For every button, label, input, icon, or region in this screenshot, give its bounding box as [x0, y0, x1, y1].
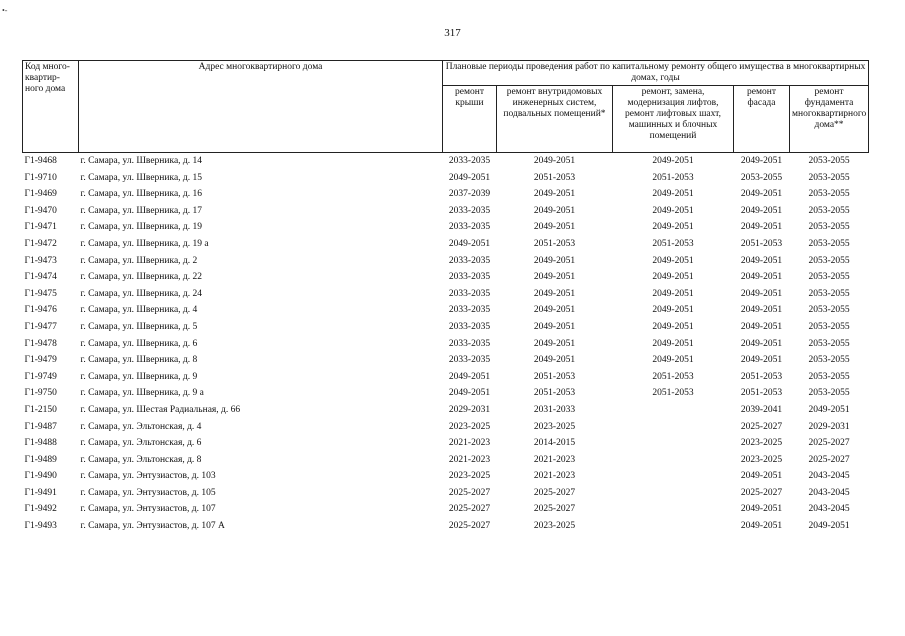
cell-elevators: 2049-2051 — [652, 288, 694, 299]
table-row — [23, 518, 869, 535]
cell-elevators: 2049-2051 — [652, 338, 694, 349]
corner-mark: •- — [2, 6, 8, 15]
cell-internal-systems: 2049-2051 — [533, 288, 576, 299]
cell-roof: 2033-2035 — [448, 272, 491, 283]
cell-foundation: 2053-2055 — [808, 388, 850, 399]
cell-elevators: 2049-2051 — [652, 355, 694, 366]
cell-code: Г1-9471 — [24, 222, 57, 233]
cell-internal-systems: 2025-2027 — [533, 487, 576, 498]
cell-internal-systems: 2049-2051 — [533, 205, 576, 216]
cell-address: г. Самара, ул. Шверника, д. 22 — [80, 272, 203, 283]
cell-facade: 2049-2051 — [740, 222, 783, 233]
cell-code: Г1-9473 — [24, 255, 57, 266]
cell-code: Г1-9490 — [24, 471, 57, 482]
cell-facade: 2049-2051 — [740, 205, 783, 216]
cell-internal-systems: 2023-2025 — [533, 421, 576, 432]
cell-internal-systems: 2051-2053 — [533, 371, 576, 382]
cell-address: г. Самара, ул. Энтузиастов, д. 103 — [80, 471, 216, 482]
cell-internal-systems: 2023-2025 — [533, 521, 576, 532]
cell-internal-systems: 2049-2051 — [533, 321, 576, 332]
cell-address: г. Самара, ул. Шверника, д. 4 — [80, 305, 198, 316]
header-internal-systems: ремонт внутридомовых инженерных систем, подвальных помещений* — [497, 86, 613, 153]
header-elevators: ремонт, замена, модернизация лифтов, ремонт лифтовых шахт, машинных и блочных помещений — [613, 86, 734, 153]
cell-roof: 2037-2039 — [448, 189, 491, 200]
cell-address: г. Самара, ул. Шверника, д. 2 — [80, 255, 198, 266]
cell-facade: 2049-2051 — [740, 189, 783, 200]
cell-facade: 2039-2041 — [740, 404, 783, 415]
cell-elevators: 2051-2053 — [652, 371, 694, 382]
cell-roof: 2033-2035 — [448, 156, 491, 166]
table-row — [23, 236, 869, 253]
cell-code: Г1-9487 — [24, 421, 57, 432]
cell-roof: 2033-2035 — [448, 222, 491, 233]
cell-code: Г1-9478 — [24, 338, 57, 349]
cell-address: г. Самара, ул. Шверника, д. 15 — [80, 172, 203, 183]
cell-foundation: 2029-2031 — [808, 421, 850, 432]
cell-foundation: 2053-2055 — [808, 355, 850, 366]
cell-facade: 2049-2051 — [740, 471, 783, 482]
cell-elevators — [613, 402, 734, 419]
table-row — [23, 170, 869, 187]
cell-elevators — [613, 452, 734, 469]
cell-elevators: 2049-2051 — [652, 255, 694, 266]
cell-foundation: 2053-2055 — [808, 255, 850, 266]
cell-roof: 2049-2051 — [448, 172, 491, 183]
cell-elevators: 2049-2051 — [652, 272, 694, 283]
cell-facade: 2051-2053 — [740, 388, 783, 399]
table-row — [23, 203, 869, 220]
header-periods: Плановые периоды проведения работ по капитальному ремонту общего имущества в многоквартирных домах, годы — [443, 61, 869, 86]
cell-foundation: 2053-2055 — [808, 156, 850, 166]
table-row — [23, 435, 869, 452]
cell-internal-systems: 2051-2053 — [533, 172, 576, 183]
cell-facade: 2049-2051 — [740, 504, 783, 515]
table-row — [23, 186, 869, 203]
cell-internal-systems: 2049-2051 — [533, 189, 576, 200]
cell-internal-systems: 2051-2053 — [533, 238, 576, 249]
cell-internal-systems: 2014-2015 — [533, 438, 576, 449]
cell-internal-systems: 2051-2053 — [533, 388, 576, 399]
cell-address: г. Самара, ул. Шверника, д. 14 — [80, 156, 203, 166]
cell-roof: 2029-2031 — [448, 404, 491, 415]
cell-roof: 2025-2027 — [448, 521, 491, 532]
cell-address: г. Самара, ул. Энтузиастов, д. 107 — [80, 504, 216, 515]
cell-elevators: 2049-2051 — [652, 222, 694, 233]
page-number: 317 — [444, 27, 461, 39]
cell-roof: 2049-2051 — [448, 388, 491, 399]
cell-roof: 2021-2023 — [448, 454, 491, 465]
cell-address: г. Самара, ул. Шверника, д. 16 — [80, 189, 203, 200]
cell-address: г. Самара, ул. Шверника, д. 24 — [80, 288, 203, 299]
table-row — [23, 269, 869, 286]
cell-code: Г1-9488 — [24, 438, 57, 449]
cell-code: Г1-9493 — [24, 521, 57, 532]
cell-elevators: 2049-2051 — [652, 305, 694, 316]
cell-elevators: 2051-2053 — [652, 238, 694, 249]
cell-facade: 2049-2051 — [740, 321, 783, 332]
cell-roof: 2021-2023 — [448, 438, 491, 449]
cell-code: Г1-9472 — [24, 238, 57, 249]
cell-foundation: 2053-2055 — [808, 222, 850, 233]
cell-elevators: 2051-2053 — [652, 172, 694, 183]
cell-elevators: 2049-2051 — [652, 156, 694, 166]
cell-code: Г1-9750 — [24, 388, 57, 399]
cell-address: г. Самара, ул. Шверника, д. 19 а — [80, 238, 209, 249]
cell-facade: 2025-2027 — [740, 487, 783, 498]
cell-address: г. Самара, ул. Шверника, д. 9 а — [80, 388, 204, 399]
cell-foundation: 2053-2055 — [808, 272, 850, 283]
cell-roof: 2033-2035 — [448, 205, 491, 216]
cell-elevators: 2049-2051 — [652, 321, 694, 332]
cell-facade: 2053-2055 — [740, 172, 783, 183]
header-address: Адрес многоквартирного дома — [79, 61, 443, 153]
cell-address: г. Самара, ул. Энтузиастов, д. 105 — [80, 487, 216, 498]
cell-foundation: 2053-2055 — [808, 321, 850, 332]
table-body — [23, 153, 869, 535]
cell-roof: 2049-2051 — [448, 238, 491, 249]
cell-code: Г1-9470 — [24, 205, 57, 216]
cell-code: Г1-9468 — [24, 156, 57, 166]
cell-foundation: 2043-2045 — [808, 471, 850, 482]
cell-roof: 2033-2035 — [448, 255, 491, 266]
cell-internal-systems: 2049-2051 — [533, 338, 576, 349]
cell-roof: 2049-2051 — [448, 371, 491, 382]
cell-foundation: 2053-2055 — [808, 371, 850, 382]
cell-roof: 2033-2035 — [448, 338, 491, 349]
cell-code: Г1-9491 — [24, 487, 57, 498]
header-code: Код много-квартир-ного дома — [23, 61, 79, 153]
table-row — [23, 336, 869, 353]
repair-schedule-table — [22, 60, 869, 535]
cell-code: Г1-9479 — [24, 355, 57, 366]
cell-code: Г1-9489 — [24, 454, 57, 465]
cell-code: Г1-9492 — [24, 504, 57, 515]
cell-code: Г1-9749 — [24, 371, 57, 382]
cell-elevators — [613, 518, 734, 535]
cell-code: Г1-9474 — [24, 272, 57, 283]
cell-elevators: 2051-2053 — [652, 388, 694, 399]
cell-elevators — [613, 468, 734, 485]
table-row — [23, 369, 869, 386]
table-row — [23, 402, 869, 419]
cell-foundation: 2025-2027 — [808, 454, 850, 465]
cell-code: Г1-9475 — [24, 288, 57, 299]
cell-address: г. Самара, ул. Шверника, д. 5 — [80, 321, 198, 332]
cell-facade: 2049-2051 — [740, 272, 783, 283]
cell-internal-systems: 2049-2051 — [533, 355, 576, 366]
cell-address: г. Самара, ул. Энтузиастов, д. 107 А — [80, 521, 225, 532]
cell-facade: 2023-2025 — [740, 454, 783, 465]
cell-address: г. Самара, ул. Шверника, д. 19 — [80, 222, 203, 233]
cell-address: г. Самара, ул. Шверника, д. 6 — [80, 338, 198, 349]
cell-facade: 2049-2051 — [740, 521, 783, 532]
cell-roof: 2023-2025 — [448, 471, 491, 482]
table-row — [23, 385, 869, 402]
cell-facade: 2025-2027 — [740, 421, 783, 432]
cell-roof: 2033-2035 — [448, 305, 491, 316]
cell-elevators: 2049-2051 — [652, 189, 694, 200]
table-row — [23, 468, 869, 485]
cell-roof: 2025-2027 — [448, 487, 491, 498]
cell-facade: 2023-2025 — [740, 438, 783, 449]
cell-elevators — [613, 485, 734, 502]
cell-internal-systems: 2049-2051 — [533, 222, 576, 233]
cell-foundation: 2053-2055 — [808, 288, 850, 299]
cell-internal-systems: 2049-2051 — [533, 156, 576, 166]
cell-foundation: 2043-2045 — [808, 504, 850, 515]
table-row — [23, 501, 869, 518]
cell-code: Г1-9469 — [24, 189, 57, 200]
cell-roof: 2025-2027 — [448, 504, 491, 515]
table-row — [23, 419, 869, 436]
cell-elevators — [613, 435, 734, 452]
table-row — [23, 319, 869, 336]
header-roof: ремонт крыши — [443, 86, 497, 153]
cell-foundation: 2049-2051 — [808, 404, 850, 415]
cell-address: г. Самара, ул. Шверника, д. 9 — [80, 371, 198, 382]
cell-internal-systems: 2021-2023 — [533, 454, 576, 465]
table-row — [23, 485, 869, 502]
header-facade: ремонт фасада — [734, 86, 790, 153]
cell-facade: 2049-2051 — [740, 338, 783, 349]
cell-foundation: 2053-2055 — [808, 189, 850, 200]
cell-code: Г1-9710 — [24, 172, 57, 183]
table-row — [23, 253, 869, 270]
table-header — [23, 61, 869, 153]
cell-internal-systems: 2049-2051 — [533, 255, 576, 266]
cell-roof: 2033-2035 — [448, 288, 491, 299]
table-row — [23, 153, 869, 170]
cell-elevators: 2049-2051 — [652, 205, 694, 216]
table-row — [23, 219, 869, 236]
cell-facade: 2049-2051 — [740, 156, 783, 166]
cell-facade: 2049-2051 — [740, 355, 783, 366]
header-foundation: ремонт фундамента многоквартирного дома** — [790, 86, 869, 153]
cell-address: г. Самара, ул. Шестая Радиальная, д. 66 — [80, 404, 241, 415]
cell-code: Г1-2150 — [24, 404, 57, 415]
cell-facade: 2051-2053 — [740, 238, 783, 249]
cell-roof: 2033-2035 — [448, 355, 491, 366]
cell-code: Г1-9476 — [24, 305, 57, 316]
cell-address: г. Самара, ул. Шверника, д. 8 — [80, 355, 198, 366]
cell-facade: 2049-2051 — [740, 255, 783, 266]
cell-foundation: 2043-2045 — [808, 487, 850, 498]
table-row — [23, 352, 869, 369]
cell-roof: 2033-2035 — [448, 321, 491, 332]
cell-internal-systems: 2025-2027 — [533, 504, 576, 515]
cell-facade: 2049-2051 — [740, 288, 783, 299]
table-row — [23, 286, 869, 303]
table-row — [23, 452, 869, 469]
cell-elevators — [613, 419, 734, 436]
cell-internal-systems: 2049-2051 — [533, 305, 576, 316]
cell-address: г. Самара, ул. Эльтонская, д. 6 — [80, 438, 202, 449]
cell-foundation: 2053-2055 — [808, 205, 850, 216]
cell-address: г. Самара, ул. Эльтонская, д. 8 — [80, 454, 202, 465]
cell-elevators — [613, 501, 734, 518]
cell-internal-systems: 2031-2033 — [533, 404, 576, 415]
cell-code: Г1-9477 — [24, 321, 57, 332]
cell-foundation: 2049-2051 — [808, 521, 850, 532]
cell-address: г. Самара, ул. Шверника, д. 17 — [80, 205, 203, 216]
cell-foundation: 2053-2055 — [808, 338, 850, 349]
cell-foundation: 2025-2027 — [808, 438, 850, 449]
cell-roof: 2023-2025 — [448, 421, 491, 432]
cell-internal-systems: 2049-2051 — [533, 272, 576, 283]
cell-address: г. Самара, ул. Эльтонская, д. 4 — [80, 421, 202, 432]
cell-foundation: 2053-2055 — [808, 172, 850, 183]
cell-facade: 2051-2053 — [740, 371, 783, 382]
cell-facade: 2049-2051 — [740, 305, 783, 316]
cell-internal-systems: 2021-2023 — [533, 471, 576, 482]
table-row — [23, 302, 869, 319]
cell-foundation: 2053-2055 — [808, 238, 850, 249]
cell-foundation: 2053-2055 — [808, 305, 850, 316]
